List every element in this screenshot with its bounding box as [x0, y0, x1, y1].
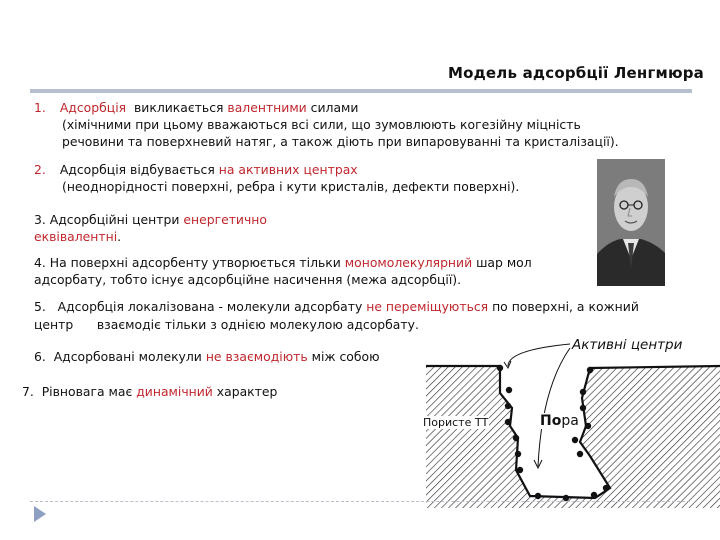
item-5-red-1: не переміщуються — [366, 299, 489, 314]
item-5-line-1 — [34, 298, 639, 315]
item-2-line-1 — [34, 161, 358, 178]
item-7-text-2: характер — [212, 384, 278, 399]
item-7-line-1 — [22, 383, 277, 400]
item-5-text-2: по поверхні, а кожний — [488, 299, 639, 314]
item-1-line-3: речовини та поверхневий натяг, а також діють при випаровуванні та кристалізації). — [62, 134, 619, 149]
item-1-line-1 — [34, 99, 358, 116]
item-5-text-1: 5. Адсорбція локалізована - молекули адсорбату — [34, 299, 367, 314]
item-4-text-1: 4. На поверхні адсорбенту утворюється тільки — [34, 255, 345, 270]
item-7-text-1: 7. Рівновага має — [22, 384, 137, 399]
item-6-text-1: 6. Адсорбовані молекули — [34, 349, 206, 364]
item-1-term: Адсорбція — [59, 100, 127, 115]
item-1-text-1: викликається — [126, 100, 228, 115]
pore-label — [540, 413, 579, 429]
item-1-text-2: силами — [306, 100, 359, 115]
item-3-red-2: еквівалентні — [34, 229, 118, 244]
item-3-text-1: 3. Адсорбційні центри — [34, 212, 184, 227]
item-6-line-1 — [34, 348, 380, 365]
item-3-red-1: енергетично — [183, 212, 267, 227]
item-3-line-2 — [34, 228, 121, 245]
item-6-red-1: не взаємодіють — [205, 349, 308, 364]
footer-divider — [30, 501, 690, 502]
item-2-number: 2. — [34, 162, 46, 177]
item-1-line-2: (хімічними при цьому вважаються всі сили, що зумовлюють когезійну міцність — [62, 117, 581, 132]
item-5-line-2: центр взаємодіє тільки з однією молекулою адсорбату. — [34, 317, 419, 332]
porous-solid-label: Пористе ТТ — [423, 416, 489, 429]
item-7-red-1: динамічний — [136, 384, 213, 399]
pore-label-rest: ра — [561, 413, 579, 429]
slide-title: Модель адсорбції Ленгмюра — [447, 64, 704, 82]
item-6-text-2: між собою — [307, 349, 380, 364]
item-2-line-2: (неоднорідності поверхні, ребра і кути кристалів, дефекти поверхні). — [62, 179, 520, 194]
item-3-text-2: . — [117, 229, 122, 244]
item-2-text-1: Адсорбція відбувається — [59, 162, 219, 177]
title-divider — [30, 89, 692, 93]
item-4-line-2: адсорбату, тобто існує адсорбційне насичення (межа адсорбції). — [34, 272, 462, 287]
item-1-number: 1. — [34, 100, 46, 115]
active-centers-label: Активні центри — [572, 337, 683, 353]
portrait-photo — [597, 159, 665, 286]
item-4-line-1 — [34, 254, 532, 271]
pore-label-bold: По — [540, 413, 562, 429]
triangle-icon — [34, 506, 46, 522]
item-4-text-2: шар мол — [472, 255, 532, 270]
item-4-red-1: мономолекулярний — [344, 255, 473, 270]
item-2-red-1: на активних центрах — [218, 162, 358, 177]
item-3-line-1 — [34, 211, 267, 228]
item-1-red-1: валентними — [227, 100, 307, 115]
